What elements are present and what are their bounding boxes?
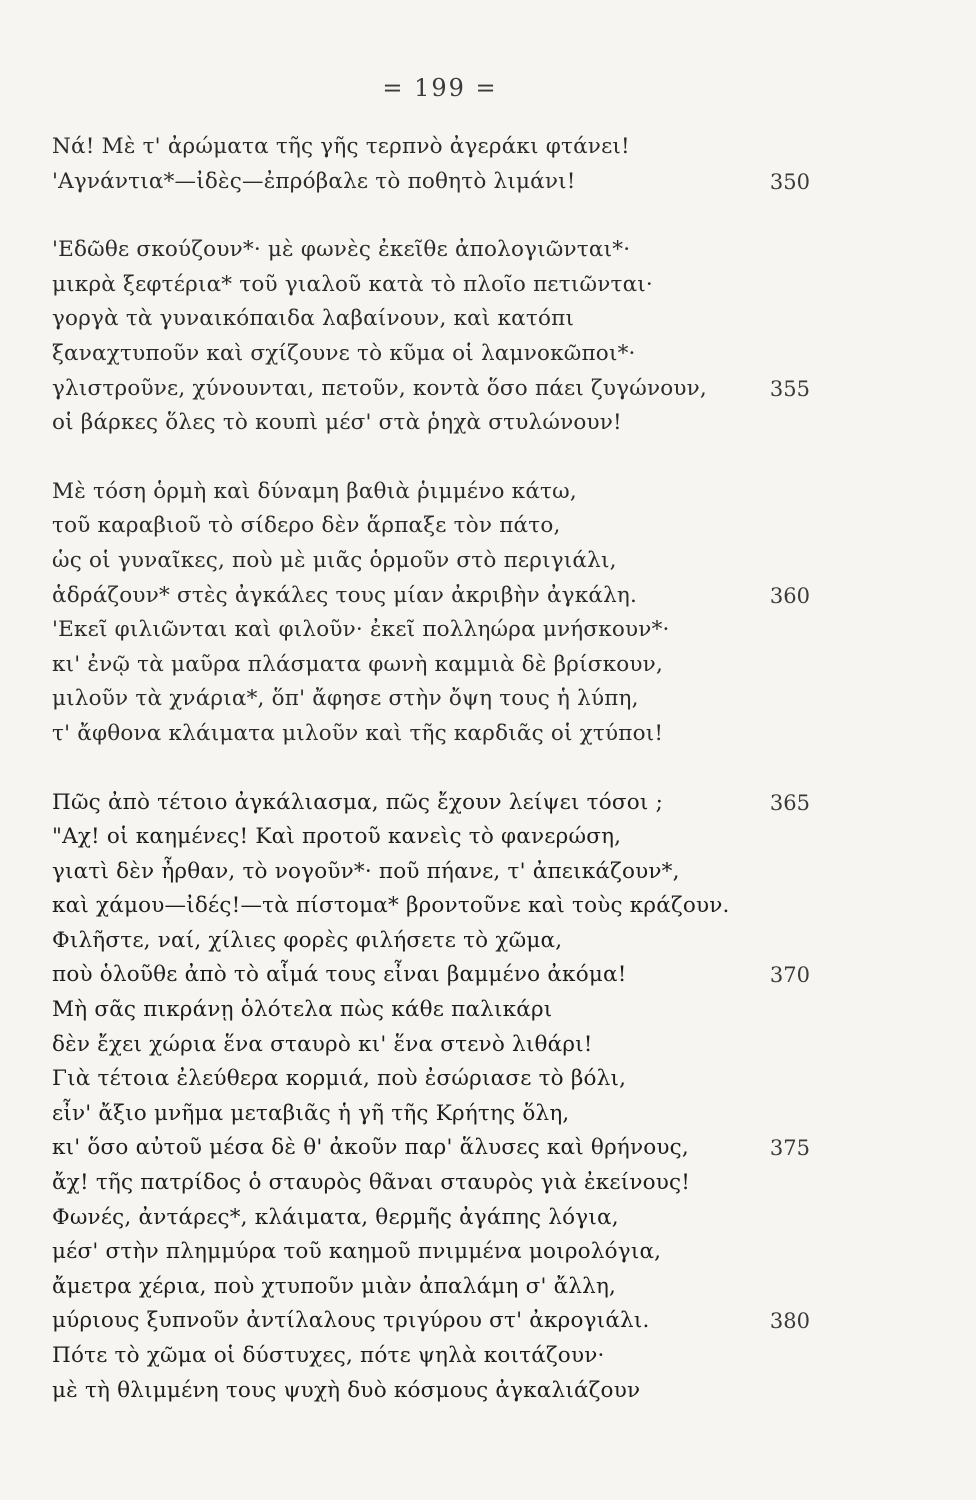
line-text: κι' ἐνῷ τὰ μαῦρα πλάσματα φωνὴ καμμιὰ δὲ βρίσκουν, (52, 651, 663, 677)
line-text: ὡς οἱ γυναῖκες, ποὺ μὲ μιᾶς ὁρμοῦν στὸ περιγιάλι, (52, 547, 617, 573)
line-text: "Αχ! οἱ καημένες! Καὶ προτοῦ κανεὶς τὸ φανερώση, (52, 824, 622, 850)
line-text: 'Αγνάντια*—ἰδὲς—ἐπρόβαλε τὸ ποθητὸ λιμάνι! (52, 168, 576, 194)
line-text: 'Εκεῖ φιλιῶνται καὶ φιλοῦν· ἐκεῖ πολληώρα μνήσκουν*· (52, 617, 670, 643)
poem-line (52, 1201, 822, 1236)
poem-line (52, 648, 822, 683)
poem-line (52, 786, 822, 821)
stanza-gap (52, 752, 822, 786)
line-text: μιλοῦν τὰ χνάρια*, ὅπ' ἄφησε στὴν ὄψη τους ἡ λύπη, (52, 686, 639, 712)
stanza-gap (52, 441, 822, 475)
line-text: μέσ' στὴν πλημμύρα τοῦ καημοῦ πνιμμένα μοιρολόγια, (52, 1239, 662, 1265)
poem-line (52, 717, 822, 752)
line-text: ξαναχτυποῦν καὶ σχίζουνε τὸ κῦμα οἱ λαμνοκῶποι*· (52, 340, 636, 366)
line-text: 'Εδῶθε σκούζουν*· μὲ φωνὲς ἐκεῖθε ἀπολογιῶνται*· (52, 237, 631, 263)
stanza (52, 233, 822, 441)
line-number: 380 (769, 1309, 810, 1334)
line-number: 375 (769, 1136, 810, 1161)
poem-line (52, 406, 822, 441)
line-text: δὲν ἔχει χώρια ἕνα σταυρὸ κι' ἕνα στενὸ λιθάρι! (52, 1031, 593, 1057)
line-text: μύριους ξυπνοῦν ἀντίλαλους τριγύρου στ' ἀκρογιάλι. (52, 1308, 650, 1334)
line-text: τ' ἄφθονα κλάιματα μιλοῦν καὶ τῆς καρδιᾶς οἱ χτύποι! (52, 720, 664, 746)
line-text: Γιὰ τέτοια ἐλεύθερα κορμιά, ποὺ ἐσώριασε τὸ βόλι, (52, 1066, 627, 1092)
line-text: εἶν' ἄξιο μνῆμα μεταβιᾶς ἡ γῆ τῆς Κρήτης ὅλη, (52, 1100, 570, 1126)
poem-line (52, 855, 822, 890)
poem-body (52, 130, 822, 1408)
poem-line (52, 682, 822, 717)
line-text: Φιλῆστε, ναί, χίλιες φορὲς φιλήσετε τὸ χῶμα, (52, 927, 563, 953)
poem-line (52, 1339, 822, 1374)
poem-line (52, 1374, 822, 1409)
line-text: Μὲ τόση ὁρμὴ καὶ δύναμη βαθιὰ ῥιμμένο κάτω, (52, 478, 577, 504)
line-text: γιατὶ δὲν ἦρθαν, τὸ νογοῦν*· ποῦ πήανε, τ' ἀπεικάζουν*, (52, 858, 680, 884)
line-number: 360 (769, 583, 810, 608)
line-text: οἱ βάρκες ὅλες τὸ κουπὶ μέσ' στὰ ῥηχὰ στυλώνουν! (52, 410, 622, 436)
poem-line (52, 1097, 822, 1132)
line-text: ποὺ ὁλοῦθε ἀπὸ τὸ αἷμά τους εἶναι βαμμένο ἀκόμα! (52, 962, 627, 988)
poem-line (52, 1304, 822, 1339)
line-number: 355 (769, 376, 810, 401)
poem-line (52, 579, 822, 614)
poem-line (52, 1166, 822, 1201)
line-text: μὲ τὴ θλιμμένη τους ψυχὴ δυὸ κόσμους ἀγκαλιάζουν (52, 1377, 641, 1403)
line-text: καὶ χάμου—ἰδές!—τὰ πίστομα* βροντοῦνε καὶ τοὺς κράζουν. (52, 893, 730, 919)
poem-line (52, 924, 822, 959)
line-text: τοῦ καραβιοῦ τὸ σίδερο δὲν ἅρπαξε τὸν πάτο, (52, 513, 561, 539)
stanza (52, 786, 822, 1409)
line-number: 370 (769, 963, 810, 988)
line-text: κι' ὅσο αὐτοῦ μέσα δὲ θ' ἀκοῦν παρ' ἅλυσες καὶ θρήνους, (52, 1135, 689, 1161)
stanza-gap (52, 199, 822, 233)
poem-line (52, 993, 822, 1028)
line-text: Πῶς ἀπὸ τέτοιο ἀγκάλιασμα, πῶς ἔχουν λείψει τόσοι ; (52, 789, 664, 815)
poem-line (52, 233, 822, 268)
stanza (52, 130, 822, 199)
line-text: γοργὰ τὰ γυναικόπαιδα λαβαίνουν, καὶ κατόπι (52, 306, 575, 332)
poem-line (52, 1062, 822, 1097)
poem-line (52, 475, 822, 510)
poem-line (52, 613, 822, 648)
poem-line (52, 165, 822, 200)
poem-line (52, 1131, 822, 1166)
poem-line (52, 1028, 822, 1063)
poem-line (52, 958, 822, 993)
stanza (52, 475, 822, 752)
poem-line (52, 268, 822, 303)
poem-line (52, 130, 822, 165)
page-number: = 199 = (382, 74, 498, 102)
poem-line (52, 302, 822, 337)
line-text: ἄμετρα χέρια, ποὺ χτυποῦν μιὰν ἀπαλάμη σ' ἄλλη, (52, 1273, 617, 1299)
line-text: Μὴ σᾶς πικράνῃ ὁλότελα πὼς κάθε παλικάρι (52, 997, 553, 1023)
poem-line (52, 1235, 822, 1270)
poem-line (52, 337, 822, 372)
poem-line (52, 820, 822, 855)
poem-line (52, 509, 822, 544)
line-text: γλιστροῦνε, χύνουνται, πετοῦν, κοντὰ ὅσο πάει ζυγώνουν, (52, 375, 707, 401)
line-text: Νά! Μὲ τ' ἀρώματα τῆς γῆς τερπνὸ ἀγεράκι φτάνει! (52, 134, 630, 159)
line-text: ἄχ! τῆς πατρίδος ὁ σταυρὸς θᾶναι σταυρὸς γιὰ ἐκείνους! (52, 1170, 691, 1196)
line-text: μικρὰ ξεφτέρια* τοῦ γιαλοῦ κατὰ τὸ πλοῖο πετιῶνται· (52, 271, 653, 297)
line-number: 365 (769, 790, 810, 815)
line-text: Πότε τὸ χῶμα οἱ δύστυχες, πότε ψηλὰ κοιτάζουν· (52, 1343, 605, 1368)
poem-line (52, 889, 822, 924)
line-text: ἁδράζουν* στὲς ἀγκάλες τους μίαν ἀκριβὴν ἀγκάλη. (52, 582, 638, 608)
poem-line (52, 372, 822, 407)
line-number: 350 (769, 169, 810, 194)
line-text: Φωνές, ἀντάρες*, κλάιματα, θερμῆς ἀγάπης λόγια, (52, 1204, 619, 1230)
poem-line (52, 544, 822, 579)
poem-line (52, 1270, 822, 1305)
